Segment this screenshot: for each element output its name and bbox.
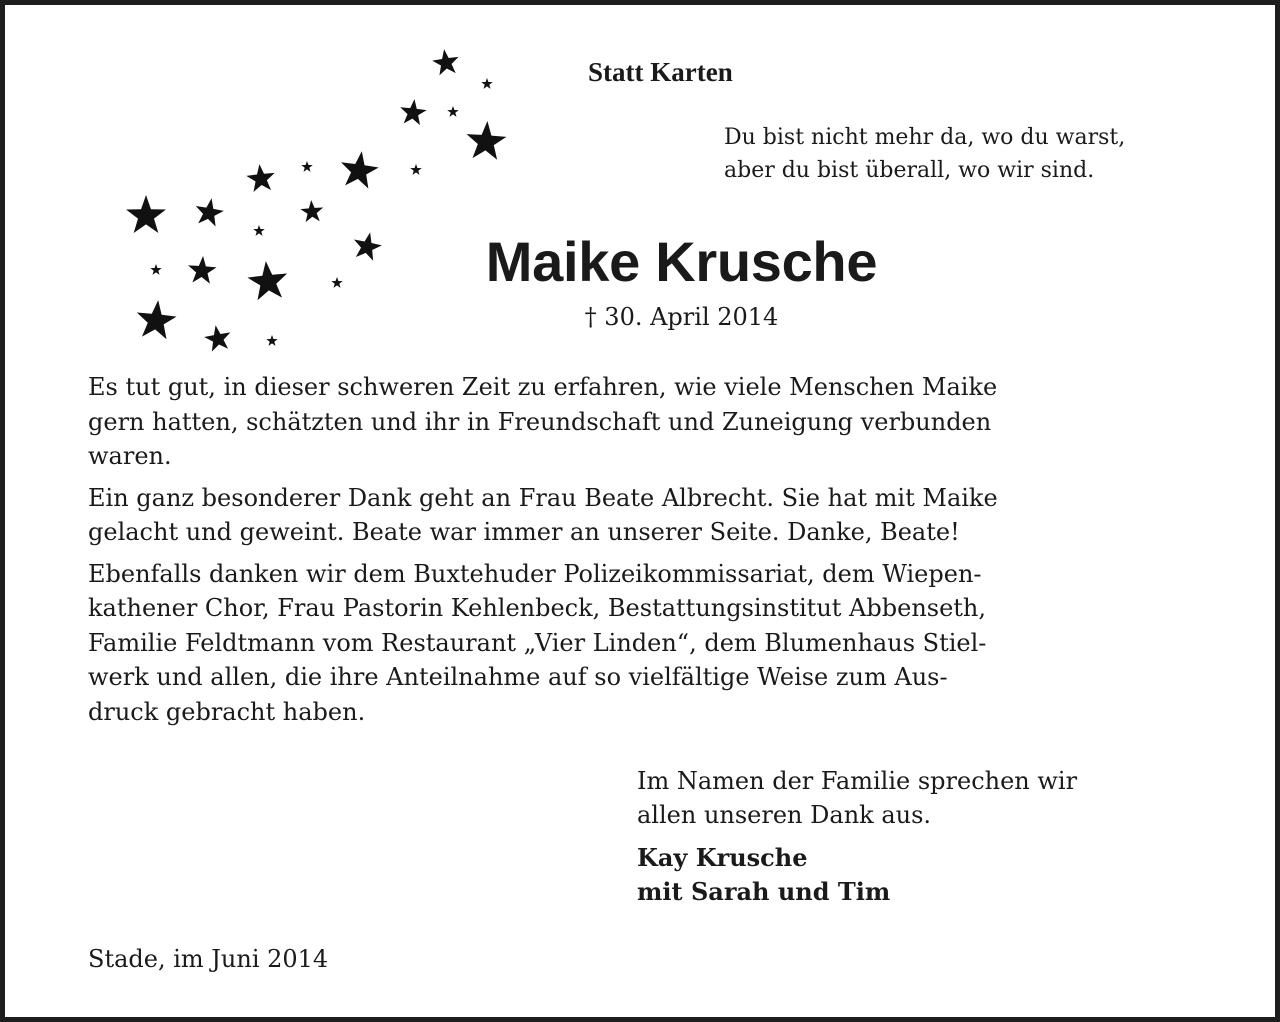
family-signature — [637, 841, 890, 909]
text-line: kathener Chor, Frau Pastorin Kehlenbeck, Bestattungsinstitut Abbenseth, — [88, 594, 987, 622]
paragraph — [88, 557, 1208, 730]
star-icon — [410, 164, 421, 175]
text-line: Familie Feldtmann vom Restaurant „Vier Linden“, dem Blumenhaus Stiel- — [88, 628, 987, 657]
star-icon — [126, 195, 166, 233]
signature-line: Kay Krusche — [637, 843, 808, 872]
star-icon — [331, 277, 342, 288]
text-line: Ein ganz besonderer Dank geht an Frau Beate Albrecht. Sie hat mit Maike — [88, 483, 998, 512]
star-icon — [137, 300, 177, 339]
star-icon — [247, 261, 287, 300]
star-icon — [204, 325, 230, 351]
text-line: Es tut gut, in dieser schweren Zeit zu erfahren, wie viele Menschen Maike — [88, 373, 998, 401]
text-line: druck gebracht haben. — [88, 697, 366, 726]
death-date: † 30. April 2014 — [584, 303, 779, 331]
star-icon — [432, 49, 458, 75]
deceased-name: Maike Krusche — [485, 230, 878, 293]
text-line: Ebenfalls danken wir dem Buxtehuder Polizeikommissariat, dem Wiepen- — [88, 559, 982, 588]
paragraph — [88, 481, 1208, 550]
star-icon — [341, 151, 379, 188]
motto-line: aber du bist überall, wo wir sind. — [724, 158, 1095, 183]
text-line: waren. — [88, 442, 172, 470]
star-icon — [481, 78, 492, 89]
star-icon — [354, 232, 382, 260]
place-and-date: Stade, im Juni 2014 — [88, 945, 329, 973]
notice-header: Statt Karten — [588, 57, 733, 87]
star-icon — [400, 99, 426, 125]
closing-line: Im Namen der Familie sprechen wir — [637, 767, 1078, 795]
star-icon — [253, 225, 264, 236]
motto-line: Du bist nicht mehr da, wo du warst, — [724, 125, 1126, 150]
thank-you-text — [88, 370, 1208, 736]
text-line: gern hatten, schätzten und ihr in Freundschaft und Zuneigung verbunden — [88, 407, 992, 436]
star-icon — [301, 161, 312, 172]
motto-quote — [724, 121, 1125, 187]
star-icon — [150, 264, 161, 275]
star-icon — [447, 106, 458, 117]
signature-line: mit Sarah und Tim — [637, 877, 891, 906]
star-icon — [246, 164, 274, 192]
text-line: werk und allen, die ihre Anteilnahme auf so vielfältige Weise zum Aus- — [88, 663, 948, 691]
paragraph — [88, 370, 1208, 474]
closing-line: allen unseren Dank aus. — [637, 801, 932, 829]
closing-text — [637, 764, 1077, 832]
star-icon — [300, 200, 323, 222]
star-icon — [467, 121, 507, 160]
star-icon — [188, 256, 216, 284]
text-line: gelacht und geweint. Beate war immer an unserer Seite. Danke, Beate! — [88, 518, 960, 546]
star-icon — [266, 335, 277, 346]
star-icon — [196, 198, 224, 226]
